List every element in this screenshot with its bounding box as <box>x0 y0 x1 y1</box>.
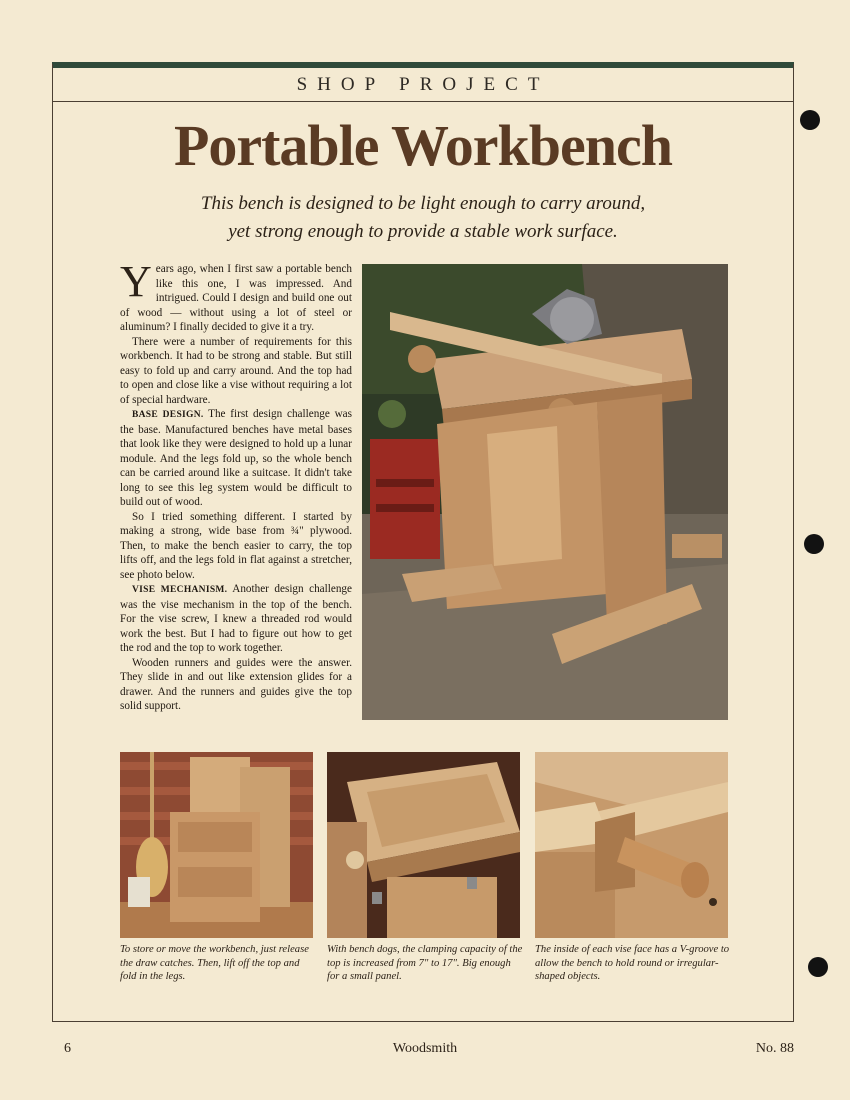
issue-number: No. 88 <box>755 1041 794 1056</box>
binder-hole-icon <box>800 110 820 130</box>
subtitle-line-2: yet strong enough to provide a stable work surface. <box>228 221 618 242</box>
paragraph-6: Wooden runners and guides were the answer. They slide in and out like extension glides for a drawer. And the runners and guides give the top solid support. <box>120 656 352 712</box>
paragraph-1 <box>120 257 352 335</box>
paragraph-2: There were a number of requirements for this workbench. It had to be strong and stable. But still easy to fold up and carry around. And the top had to open and close like a vise without requiring a lot of special hardware. <box>120 335 352 406</box>
folded-bench-photo <box>120 752 313 938</box>
magazine-name: Woodsmith <box>392 1041 458 1056</box>
kicker-divider <box>52 101 794 102</box>
paragraph-1-text: ears ago, when I first saw a portable bench like this one, I was impressed. And intrigued. Could I design and build one out of wood — without using a lot of steel or aluminum? I finally decided to give it a try. <box>120 263 352 333</box>
article-body <box>120 257 352 714</box>
caption-vise-groove: The inside of each vise face has a V-groove to allow the bench to hold round or irregular-shaped objects. <box>535 944 730 982</box>
binder-hole-icon <box>808 957 828 977</box>
bench-dogs-photo <box>327 752 520 938</box>
subtitle-line-1: This bench is designed to be light enough to carry around, <box>200 193 646 214</box>
run-in-head-base: BASE DESIGN. <box>132 410 204 420</box>
workbench-photo <box>362 264 728 720</box>
drop-cap: Y <box>120 257 152 306</box>
run-in-head-vise: VISE MECHANISM. <box>132 585 228 595</box>
section-kicker: SHOP PROJECT <box>296 74 550 95</box>
page-number: 6 <box>64 1041 71 1056</box>
paragraph-4: So I tried something different. I started by making a strong, wide base from ¾" plywood. Then, to make the bench easier to carry, the top lifts off, and the legs fold in flat against a stretcher, see photo below. <box>120 510 352 581</box>
paragraph-5-text: Another design challenge was the vise mechanism in the top of the bench. For the vise screw, I knew a threaded rod would work the best. But I had to figure out how to get the rod and the top to work together. <box>120 583 352 654</box>
paragraph-3 <box>120 407 352 510</box>
binder-hole-icon <box>804 534 824 554</box>
article-subtitle <box>120 190 726 246</box>
paragraph-5 <box>120 582 352 656</box>
paragraph-3-text: The first design challenge was the base. Manufactured benches have metal bases that look like they were designed to hold up a lunar module. And the legs fold up, so the whole bench can be carried around like a suitcase. It didn't take long to see this leg system would be difficult to build out of wood. <box>120 408 352 508</box>
vise-groove-photo <box>535 752 728 938</box>
article-title: Portable Workbench <box>173 113 673 178</box>
caption-folded-bench: To store or move the workbench, just release the draw catches. Then, lift off the top and fold in the legs. <box>120 944 309 982</box>
caption-bench-dogs: With bench dogs, the clamping capacity of the top is increased from 7" to 17". Big enough for a small panel. <box>327 944 523 982</box>
